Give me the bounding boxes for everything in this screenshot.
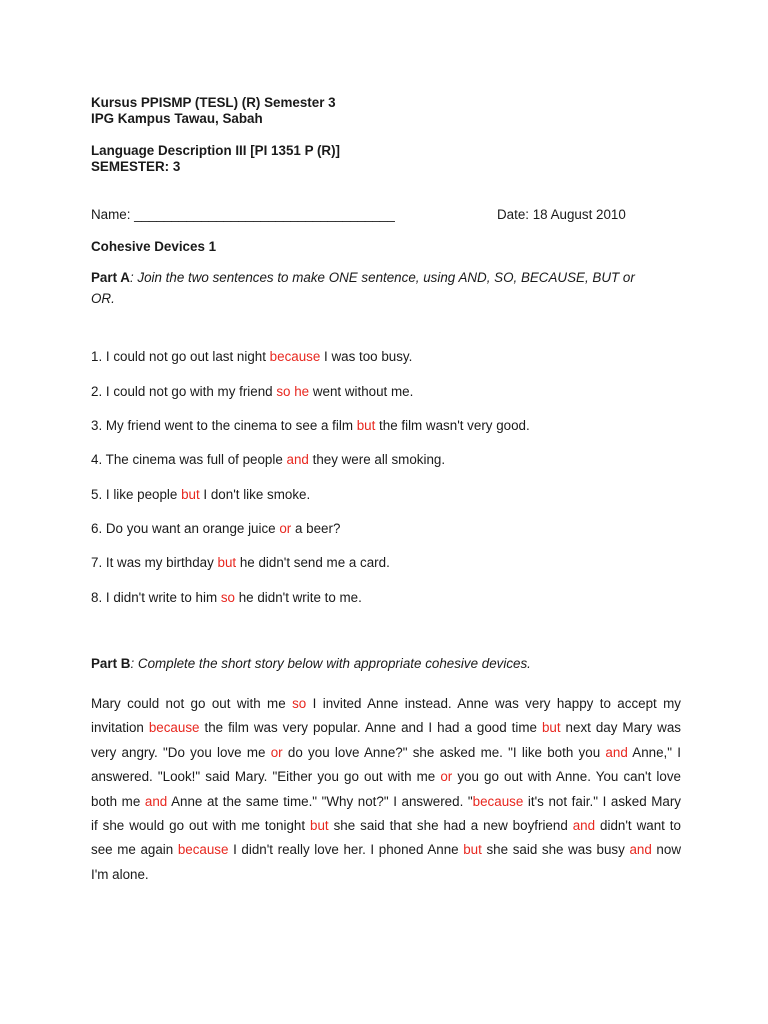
story-text: I didn't really love her. I phoned Anne [228, 842, 464, 858]
answer: but [217, 555, 237, 570]
story-line [91, 716, 681, 740]
story-line [91, 692, 681, 716]
story-line [91, 790, 681, 814]
answer: because [472, 793, 524, 809]
part-a-instruction-cont: OR. [91, 291, 115, 306]
part-a-item: 3. My friend went to the cinema to see a film but the film wasn't very good. [91, 418, 530, 433]
story-text: didn't want to [595, 818, 681, 834]
part-a-item: 4. The cinema was full of people and they were all smoking. [91, 452, 446, 467]
answer: because [148, 720, 200, 736]
story-text: the film was very popular. Anne and I had a good time [199, 720, 542, 736]
answer: but [541, 720, 561, 736]
answer: or [279, 521, 292, 536]
part-a-item: 8. I didn't write to him so he didn't write to me. [91, 590, 362, 605]
answer: but [356, 418, 376, 433]
story-text: do you love Anne?" she asked me. "I like both you [282, 744, 606, 760]
story-text: I invited Anne instead. Anne was very happy to accept my [306, 696, 681, 711]
course-title: Kursus PPISMP (TESL) (R) Semester 3 [91, 95, 336, 110]
part-a-item: 5. I like people but I don't like smoke. [91, 487, 311, 502]
answer: or [270, 744, 283, 760]
story-text: next day Mary was [560, 720, 681, 736]
part-b-instruction [91, 656, 531, 672]
story-text: I'm alone. [91, 866, 149, 882]
part-b-story [91, 692, 681, 887]
story-text: Mary could not go out with me [91, 696, 293, 711]
story-line [91, 741, 681, 765]
part-b-label: Part B [91, 656, 131, 671]
story-text: if she would go out with me tonight [91, 818, 311, 834]
answer: so he [276, 384, 310, 399]
part-a-instruction-text: : Join the two sentences to make ONE sentence, using AND, SO, BECAUSE, BUT or [129, 270, 635, 285]
answer: and [286, 452, 309, 467]
story-text: now [651, 842, 681, 858]
story-text: she said that she had a new boyfriend [328, 818, 573, 834]
name-field: Name: ___________________________________ [91, 207, 395, 222]
story-text: Anne at the same time." "Why not?" I answered. " [167, 793, 473, 809]
answer: and [605, 744, 628, 760]
story-line [91, 765, 681, 789]
part-a-label: Part A [91, 270, 130, 285]
story-text: answered. "Look!" said Mary. "Either you go out with me [91, 769, 441, 785]
part-a-instruction [91, 270, 635, 286]
story-text: Anne," I [627, 744, 682, 760]
story-text: see me again [91, 842, 178, 858]
part-a-item: 7. It was my birthday but he didn't send me a card. [91, 555, 390, 570]
answer: so [292, 696, 307, 711]
subject-title: Language Description III [PI 1351 P (R)] [91, 143, 341, 158]
campus-name: IPG Kampus Tawau, Sabah [91, 111, 263, 126]
answer: but [181, 487, 200, 502]
answer: so [220, 590, 235, 605]
worksheet-title: Cohesive Devices 1 [91, 239, 217, 254]
date-label: Date: 18 August 2010 [497, 207, 626, 222]
answer: but [463, 842, 482, 858]
answer: and [572, 818, 596, 834]
story-line [91, 863, 681, 887]
story-line [91, 814, 681, 838]
answer: and [144, 793, 168, 809]
answer: but [310, 818, 329, 834]
story-line [91, 838, 681, 862]
story-text: she said she was busy [481, 842, 630, 858]
part-a-item: 2. I could not go with my friend so he went without me. [91, 384, 414, 399]
part-a-item: 6. Do you want an orange juice or a beer? [91, 521, 341, 536]
semester-label: SEMESTER: 3 [91, 159, 181, 174]
answer: and [629, 842, 652, 858]
story-text: very angry. "Do you love me [91, 744, 271, 760]
story-text: both me [91, 793, 145, 809]
answer: because [177, 842, 229, 858]
answer: or [440, 769, 453, 785]
part-a-item: 1. I could not go out last night because I was too busy. [91, 349, 413, 364]
answer: because [269, 349, 321, 364]
story-text: invitation [91, 720, 149, 736]
story-text: it's not fair." I asked Mary [523, 793, 682, 809]
story-text: you go out with Anne. You can't love [452, 769, 681, 785]
part-b-instruction-text: : Complete the short story below with appropriate cohesive devices. [130, 656, 531, 671]
